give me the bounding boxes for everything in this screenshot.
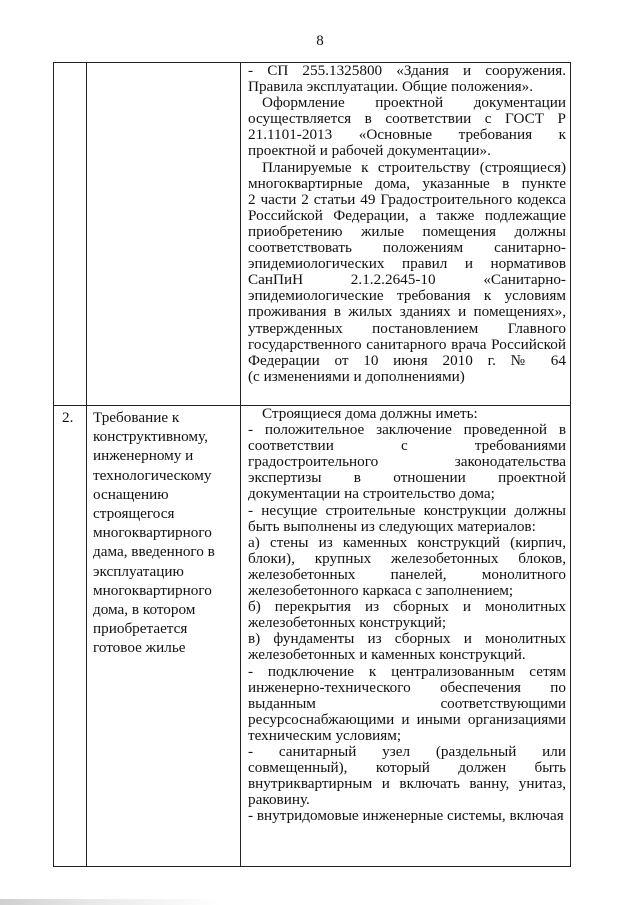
row-number-cell [54,63,87,406]
text-line: Правила эксплуатации. Общие положения». [248,78,534,96]
table-row [54,406,571,867]
text-line: градостроительного законодательства [248,453,566,471]
requirement-line: строящегося [93,505,175,523]
text-line: ресурсоснабжающими и иными организациями [248,710,566,728]
requirement-line: многоквартирного [93,524,212,542]
text-line: внутриквартирным и включать ванну, унитаз, [248,775,566,793]
text-line: Планируемые к строительству (строящиеся) [262,158,566,176]
text-line: многоквартирные дома, указанные в пункте [248,174,566,192]
text-line: приобретению жилые помещения должны [248,222,566,240]
text-line: эпидемиологических правил и нормативов [248,255,566,273]
text-line: соответствовать положениям санитарно- [248,239,566,257]
text-line: документации на строительство дома; [248,485,495,503]
requirement-line: приобретается [93,620,188,638]
text-line: железобетонных и каменных конструкций. [248,646,526,664]
text-line: Оформление проектной документации [262,94,566,112]
text-line: утвержденных постановлением Главного [248,319,566,337]
text-line: совмещенный), который должен быть [248,759,566,777]
text-line: СанПиН 2.1.2.2645-10 «Санитарно- [248,271,566,289]
text-line: соответствии с требованиями [248,437,566,455]
description-cell [241,406,571,867]
row-number: 2. [62,409,74,426]
text-line: проживания в жилых зданиях и помещениях», [248,303,566,321]
requirement-line: дома, в котором [93,601,196,619]
text-line: государственного санитарного врача Российской [248,335,566,353]
description-cell [241,63,571,406]
text-line: в) фундаменты из сборных и монолитных [248,630,566,648]
requirements-table [53,62,571,867]
text-line: - санитарный узел (раздельный или [248,742,566,760]
requirement-line: готовое жилье [93,639,186,657]
text-line: железобетонных конструкций; [248,614,447,632]
text-line: - несущие строительные конструкции должны [248,501,566,519]
text-line: - подключение к централизованным сетям [248,662,566,680]
text-line: б) перекрытия из сборных и монолитных [248,598,566,616]
text-line: блоки), крупных железобетонных блоков, [248,549,566,567]
text-line: железобетонного каркаса с заполнением; [248,582,514,600]
text-line: выданным соответствующими [248,694,566,712]
requirement-line: технологическому [93,466,212,484]
text-line: экспертизы в отношении проектной [248,469,566,487]
text-line: проектной и рабочей документации». [248,142,491,160]
text-line: осуществляется в соответствии с ГОСТ Р [248,110,566,128]
text-line: - внутридомовые инженерные системы, включая [248,807,564,825]
requirement-line: конструктивному, [93,428,208,446]
text-line: раковину. [248,791,310,809]
requirement-line: многоквартирного [93,581,212,599]
text-line: техническим условиям; [248,726,402,744]
scan-artifact [0,899,220,905]
requirement-line: Требование к [93,409,180,426]
table-row [54,63,571,406]
text-line: Строящиеся дома должны иметь: [262,405,478,422]
requirement-line: эксплуатацию [93,562,184,580]
page-number: 8 [316,33,324,49]
requirement-line: дама, введенного в [93,543,215,561]
text-line: эпидемиологические требования к условиям [248,287,566,305]
text-line: а) стены из каменных конструкций (кирпич, [248,533,566,551]
text-line: Российской Федерации, а также подлежащие [248,206,566,224]
text-line: Федерации от 10 июня 2010 г. № 64 [248,351,566,369]
requirement-line: инженерному и [93,447,194,465]
text-line: быть выполнены из следующих материалов: [248,517,536,535]
text-line: железобетонных панелей, монолитного [248,565,566,583]
row-number-cell [54,406,87,867]
requirement-text [93,408,236,658]
text-line: 2 части 2 статьи 49 Градостроительного кодекса [248,190,566,208]
text-line: - положительное заключение проведенной в [248,421,566,439]
text-line: (с изменениями и дополнениями) [248,367,465,385]
text-line: 21.1101-2013 «Основные требования к [248,126,566,144]
requirement-cell [87,63,241,406]
requirement-cell [87,406,241,867]
text-line: инженерно-технического обеспечения по [248,678,566,696]
text-line: - СП 255.1325800 «Здания и сооружения. [248,62,566,79]
requirement-line: оснащению [93,485,169,503]
